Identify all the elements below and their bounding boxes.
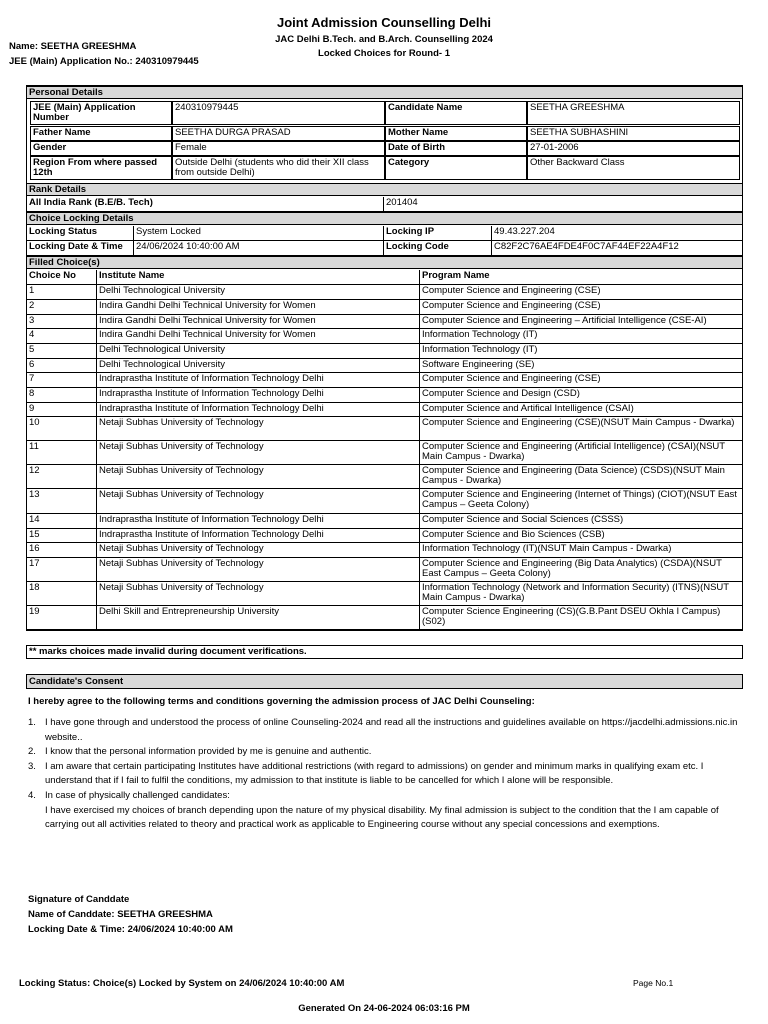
page-number: Page No.1 <box>633 978 674 988</box>
consent-item <box>28 716 743 745</box>
consent-item-number: 3. <box>28 760 36 772</box>
choice-institute: Indira Gandhi Delhi Technical University for Women <box>97 329 420 344</box>
choice-no: 10 <box>27 417 97 441</box>
choice-program: Software Engineering (SE) <box>420 359 742 373</box>
choice-no: 14 <box>27 514 97 529</box>
dob-value: 27-01-2006 <box>527 141 740 156</box>
locking-details-header: Choice Locking Details <box>27 212 742 225</box>
choice-program: Information Technology (IT) <box>420 329 742 344</box>
choice-institute: Indraprastha Institute of Information Technology Delhi <box>97 529 420 543</box>
signature-date: Locking Date & Time: 24/06/2024 10:40:00 AM <box>28 924 233 935</box>
choice-program: Information Technology (IT)(NSUT Main Campus - Dwarka) <box>420 543 742 558</box>
choice-program: Computer Science and Engineering (CSE) <box>420 373 742 388</box>
mother-name-label: Mother Name <box>385 126 527 141</box>
program-column-header: Program Name <box>420 270 742 285</box>
candidate-name-label: Candidate Name <box>385 101 527 125</box>
application-number-label: JEE (Main) Application Number <box>30 101 172 125</box>
choice-no: 9 <box>27 403 97 417</box>
locking-code-value: C82F2C76AE4FDE4F0C7AF44EF22A4F12 <box>492 241 742 256</box>
choice-program: Computer Science and Engineering (Data Science) (CSDS)(NSUT Main Campus - Dwarka) <box>420 465 742 489</box>
signature-label: Signature of Canddate <box>28 894 130 905</box>
choice-institute: Netaji Subhas University of Technology <box>97 558 420 582</box>
rank-value: 201404 <box>384 197 742 212</box>
locking-date-label: Locking Date & Time <box>27 241 134 256</box>
locking-date-value: 24/06/2024 10:40:00 AM <box>134 241 384 256</box>
gender-label: Gender <box>30 141 172 156</box>
choice-no: 12 <box>27 465 97 489</box>
choice-program: Computer Science and Design (CSD) <box>420 388 742 403</box>
choice-no: 2 <box>27 300 97 315</box>
choice-institute: Netaji Subhas University of Technology <box>97 582 420 606</box>
choice-institute: Delhi Technological University <box>97 285 420 300</box>
locking-code-label: Locking Code <box>384 241 492 256</box>
choice-program: Computer Science and Engineering (Artificial Intelligence) (CSAI)(NSUT Main Campus - Dwarka) <box>420 441 742 465</box>
choice-institute: Netaji Subhas University of Technology <box>97 543 420 558</box>
choice-no: 8 <box>27 388 97 403</box>
footer-locking-status: Locking Status: Choice(s) Locked by System on 24/06/2024 10:40:00 AM <box>19 978 345 989</box>
header-candidate-name: Name: SEETHA GREESHMA <box>9 41 137 52</box>
choice-no: 6 <box>27 359 97 373</box>
choice-no: 4 <box>27 329 97 344</box>
choice-no: 3 <box>27 315 97 329</box>
choice-program: Computer Science and Artifical Intelligence (CSAI) <box>420 403 742 417</box>
choice-institute: Indira Gandhi Delhi Technical University for Women <box>97 300 420 315</box>
consent-item-text: I am aware that certain participating Institutes have additional restrictions (with regard to admissions) on gender and minimum marks in qualifying exam etc. I understand that if I fail to fulfil the conditions, my admission to that institute is liable to be cancelled for which I alone will be responsible. <box>45 760 704 787</box>
locking-status-value: System Locked <box>134 226 384 241</box>
page-subtitle: JAC Delhi B.Tech. and B.Arch. Counselling 2024 <box>275 34 493 45</box>
consent-intro: I hereby agree to the following terms and conditions governing the admission process of JAC Delhi Counseling: <box>28 696 535 707</box>
choice-no: 13 <box>27 489 97 514</box>
choice-institute: Indraprastha Institute of Information Technology Delhi <box>97 373 420 388</box>
choice-institute: Netaji Subhas University of Technology <box>97 417 420 441</box>
invalid-choices-note: ** marks choices made invalid during document verifications. <box>26 645 743 659</box>
choice-program: Computer Science and Social Sciences (CSSS) <box>420 514 742 529</box>
consent-item <box>28 789 743 833</box>
region-label: Region From where passed 12th <box>30 156 172 180</box>
consent-item-number: 1. <box>28 717 36 728</box>
locking-ip-value: 49.43.227.204 <box>492 226 742 241</box>
choice-institute: Delhi Skill and Entrepreneurship University <box>97 606 420 630</box>
application-number-value: 240310979445 <box>172 101 385 125</box>
choice-no: 1 <box>27 285 97 300</box>
locking-status-label: Locking Status <box>27 226 134 241</box>
choice-institute: Indira Gandhi Delhi Technical University for Women <box>97 315 420 329</box>
signature-name: Name of Canddate: SEETHA GREESHMA <box>28 909 213 920</box>
choice-no: 11 <box>27 441 97 465</box>
choice-institute: Netaji Subhas University of Technology <box>97 489 420 514</box>
choice-institute: Netaji Subhas University of Technology <box>97 441 420 465</box>
candidate-name-value: SEETHA GREESHMA <box>527 101 740 125</box>
consent-item-text: I have gone through and understood the process of online Counseling-2024 and read all the instructions and guidelines available on https://jacdelhi.admissions.nic.in website.. <box>45 717 738 743</box>
choice-program: Information Technology (IT) <box>420 344 742 359</box>
choice-program: Computer Science and Engineering (CSE) <box>420 300 742 315</box>
gender-value: Female <box>172 141 385 156</box>
dob-label: Date of Birth <box>385 141 527 156</box>
personal-details-header: Personal Details <box>27 86 742 99</box>
father-name-value: SEETHA DURGA PRASAD <box>172 126 385 141</box>
consent-item-number: 2. <box>28 746 36 758</box>
choice-no: 7 <box>27 373 97 388</box>
father-name-label: Father Name <box>30 126 172 141</box>
choice-no: 5 <box>27 344 97 359</box>
choice-institute: Netaji Subhas University of Technology <box>97 465 420 489</box>
choice-program: Computer Science and Engineering (Big Data Analytics) (CSDA)(NSUT East Campus – Geeta Colony) <box>420 558 742 582</box>
choice-program: Computer Science and Bio Sciences (CSB) <box>420 529 742 543</box>
consent-list <box>28 716 743 833</box>
header-application-number: JEE (Main) Application No.: 240310979445 <box>9 56 199 67</box>
consent-item-text: In case of physically challenged candidates: I have exercised my choices of branch depending upon the nature of my physical disability. My final admission is subject to the condition that the I am capable of carrying out all activities related to theory and practical work as applicable to Engineering course without any special concessions and exemptions. <box>45 789 719 831</box>
choice-institute: Delhi Technological University <box>97 359 420 373</box>
page-title: Joint Admission Counselling Delhi <box>276 15 492 30</box>
choice-program: Information Technology (Network and Information Security) (ITNS)(NSUT Main Campus - Dwarka) <box>420 582 742 606</box>
round-title: Locked Choices for Round- 1 <box>318 48 450 59</box>
category-label: Category <box>385 156 527 180</box>
locking-ip-label: Locking IP <box>384 226 492 241</box>
choice-program: Computer Science and Engineering (Internet of Things) (CIOT)(NSUT East Campus – Geeta Colony) <box>420 489 742 514</box>
choice-no: 16 <box>27 543 97 558</box>
choice-institute: Indraprastha Institute of Information Technology Delhi <box>97 403 420 417</box>
choice-no: 19 <box>27 606 97 630</box>
choice-institute: Delhi Technological University <box>97 344 420 359</box>
region-value: Outside Delhi (students who did their XII class from outside Delhi) <box>172 156 385 180</box>
choice-program: Computer Science Engineering (CS)(G.B.Pant DSEU Okhla I Campus)(S02) <box>420 606 742 630</box>
choice-program: Computer Science and Engineering (CSE)(NSUT Main Campus - Dwarka) <box>420 417 742 441</box>
mother-name-value: SEETHA SUBHASHINI <box>527 126 740 141</box>
rank-details-header: Rank Details <box>27 183 742 196</box>
generated-on: Generated On 24-06-2024 06:03:16 PM <box>298 1003 470 1014</box>
choice-program: Computer Science and Engineering – Artificial Intelligence (CSE-AI) <box>420 315 742 329</box>
choice-no: 17 <box>27 558 97 582</box>
rank-label: All India Rank (B.E/B. Tech) <box>27 197 384 212</box>
consent-header: Candidate's Consent <box>26 674 743 689</box>
choice-institute: Indraprastha Institute of Information Technology Delhi <box>97 514 420 529</box>
choice-no: 15 <box>27 529 97 543</box>
choice-institute: Indraprastha Institute of Information Technology Delhi <box>97 388 420 403</box>
consent-item <box>28 745 743 760</box>
institute-column-header: Institute Name <box>97 270 420 285</box>
choice-no: 18 <box>27 582 97 606</box>
choice-program: Computer Science and Engineering (CSE) <box>420 285 742 300</box>
consent-item <box>28 760 743 789</box>
category-value: Other Backward Class <box>527 156 740 180</box>
choice-no-column-header: Choice No <box>27 270 97 285</box>
consent-item-text: I know that the personal information provided by me is genuine and authentic. <box>45 746 372 758</box>
consent-item-number: 4. <box>28 789 36 801</box>
filled-choices-header: Filled Choice(s) <box>27 256 742 269</box>
